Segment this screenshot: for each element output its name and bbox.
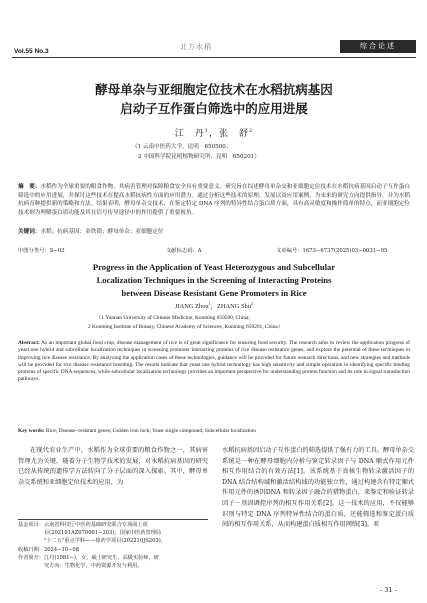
affiliation-zh-1: （1 云南中医药大学，昆明 650500； [132,144,232,150]
page-number: - 31 - [380,586,397,594]
body-line: 统的遗传学方法转向了分子层面的深入探索。其 [43,468,177,476]
keywords-zh-label: 关键词： [18,229,41,235]
footnote-line: 作者简介：江丹(1981−)，女，硕士研究生，高级实验师，研 [18,554,159,561]
affiliation-zh-2: 2 中国科学院昆明植物研究所，昆明 650201） [138,154,260,160]
keywords-en-text: Rice; Disease−resistant genes; Golden iron lock; Yeast single compound; Subcellular localization [45,428,256,434]
body-right-column [222,446,414,531]
affiliation-en-1: （1 Yunnan University of Chinese Medicine, Kunming 650500, China; [96,315,250,321]
clc-number: 中图分类号：S−03 [18,248,65,254]
title-en-line1: Progress in the Application of Yeast Heterozygous and Subcellular [92,262,336,272]
footnote [18,521,208,570]
abstract-zh-line: 质功能及其在信号传导途径中的作用提供了重要视角。 [62,209,198,216]
abstract-en-line: The research aims to review the application progress of yeast one hybrid and subcellular localization techniques in [18,340,410,354]
author-en-2: ZHANG Shu [217,303,251,311]
body-line: 用结合的有效方法[1]。该系统基于真核生物转录激 [241,468,389,476]
keywords-zh [18,227,163,235]
keywords-zh-text: 水稻；抗病基因；金铁锁；酵母单杂；亚细胞定位 [40,229,164,235]
footnote-line: 究方向：生物化学、中药资源开发与利用。 [18,563,143,570]
author-zh-2: 张 舒 [219,129,250,139]
abstract-en-line: understanding protein function and its role in signal transduction pathways. [18,369,410,383]
body-left-column [18,446,208,488]
abstract-en-line: improving rice disease resistance. By analyzing the application cases of these technologies, guidance will be provided for [18,354,282,361]
footnote-rule [18,519,208,520]
author-zh-sep: ， [208,129,219,139]
author-en-1-sup: 1 [208,301,211,306]
body-line: 在现代农业生产中，水稻作为全球重要的粮 [30,447,151,454]
author-zh-2-sup: 2 [249,128,254,134]
abstract-en-line: future research directions, and new strategies and methods will be provided for rice disease resistance breeding. The [18,354,410,368]
author-zh-1: 江 丹 [174,129,205,139]
title-en-line3: between Disease Resistant Gene Promoters in Rice [121,288,307,298]
header-rule [12,57,416,58]
footnote-line: 目(202101AZ070001−203)；国家中医药管理局 [18,530,162,537]
body-line: 技术的应用，不仅能够识别与特定 DNA 序列特异 [222,499,415,518]
body-line: 水稻抗病基因启动子互作蛋白的筛选提供了强有 [222,447,353,454]
abstract-zh-line: 位技术在水稻抗病基因启动子互作蛋白筛选中的应用进展，并探讨这些技术在提高水稻抗病性方面的应用潜力。通过分 [18,184,410,199]
title-zh-line2: 启动子互作蛋白筛选中的应用进展 [120,101,308,116]
footnote-line: 收稿日期：2024−10−08 [18,546,80,553]
body-line: 活因子的 DNA 结合结构域和激活结构域的功能 [222,468,415,486]
authors-en [14,301,414,310]
abstract-en-label: Abstract: [18,340,40,346]
abstract-zh-line: 析这些技术的原理、发展以及应用案例，为未来的研究方向提供指导，并为水稻抗病育种提供新的策略和方法。结果表明，酵母单杂交技 [18,192,410,208]
title-zh-line1: 酵母单杂与亚细胞定位技术在水稻抗病基因 [95,82,333,97]
body-line: 独立性，通过构建含有特定顺式作用元件的诱饵 [222,478,415,497]
body-line: 分析与鉴定转录因子与 DNA 顺式作用元件相互作 [222,457,414,476]
abstract-en-line: results indicate that yeast one hybrid technology has high sensitivity and simple operation in identifying specific binding [145,361,411,368]
body-line: 转录因子－基因调控序列的相互作用关系[2]。这一 [222,489,415,507]
article-number: 文章编号：1673−6737(2025)03−0031−05 [276,248,388,254]
authors-zh [14,126,414,139]
author-zh-1-sup: 1 [204,128,209,134]
section-badge: 综合论述 [340,40,416,53]
abstract-en-line: screening promoter interacting proteins of rice disease resistance genes, and explore the potential of these techniques in [147,347,410,354]
abstract-zh-line: 水稻作为全球重要的粮食作物，其病害管理对保障粮食安全具有重要意义。研究旨在综述酵母单杂交和亚细胞定 [40,184,315,190]
abstract-zh [18,183,410,217]
affiliation-en-2: 2 Kunming Institute of Botany, Chinese Academy of Sciences, Kunming 650201, China） [88,324,284,330]
body-line: 学技术的发展，对水稻抗病基因的研究已经从传 [18,457,209,476]
body-line: 力的工具。酵母单杂交系统是一种在酵母细胞内 [222,447,415,465]
keywords-en-label: Key words: [18,428,45,434]
abstract-zh-label: 摘 要： [18,184,41,190]
document-code: 文献标志码：A [166,248,202,254]
body-line: 食作物之一，其病害管理尤为关键。随着分子生物 [18,447,209,465]
abstract-en [18,340,410,384]
footnote-line: 基金项目：云南省科技厅中医药基础研究联合专项面上项 [18,522,148,528]
title-en-line2: Localization Techniques in the Screening of Interacting Proteins [96,275,332,285]
body-line: DNA 和转录因子融合的猎物蛋白，来鉴定和验证 [265,489,402,497]
body-line: 性结合的蛋白质，还能筛选和鉴定蛋白质间的相 [222,510,415,529]
author-en-2-sup: 2 [250,301,253,306]
footnote-line: "十二五"重点学科——傣药学项目(202210JS203)。 [18,538,166,545]
abstract-en-line: As an important global food crop, disease management of rice is of great significance for ensuring food security. [41,340,288,346]
abstract-en-line: proteins of specific DNA sequences, while subcellular localization technology provides an important perspective for [18,369,270,376]
abstract-zh-line: 术，在鉴定特定 DNA 序列的特异性结合蛋白质方面，具有高灵敏度和操作简单的特点，而亚细胞定位技术则为理解蛋白 [18,201,410,216]
author-en-sep: ， [210,303,218,311]
keywords-en [18,428,410,434]
volume-label: Vol.55 No.3 [14,48,49,55]
body-line: 互作用关系，从而构建蛋白质相互作用网络[3]。亚 [240,521,380,529]
body-line: 中，酵母单杂交系统和亚细胞定位技术的应用，为 [18,468,209,486]
author-en-1: JIANG Zhou [175,303,209,311]
journal-name: 北方水稻 [180,43,212,51]
